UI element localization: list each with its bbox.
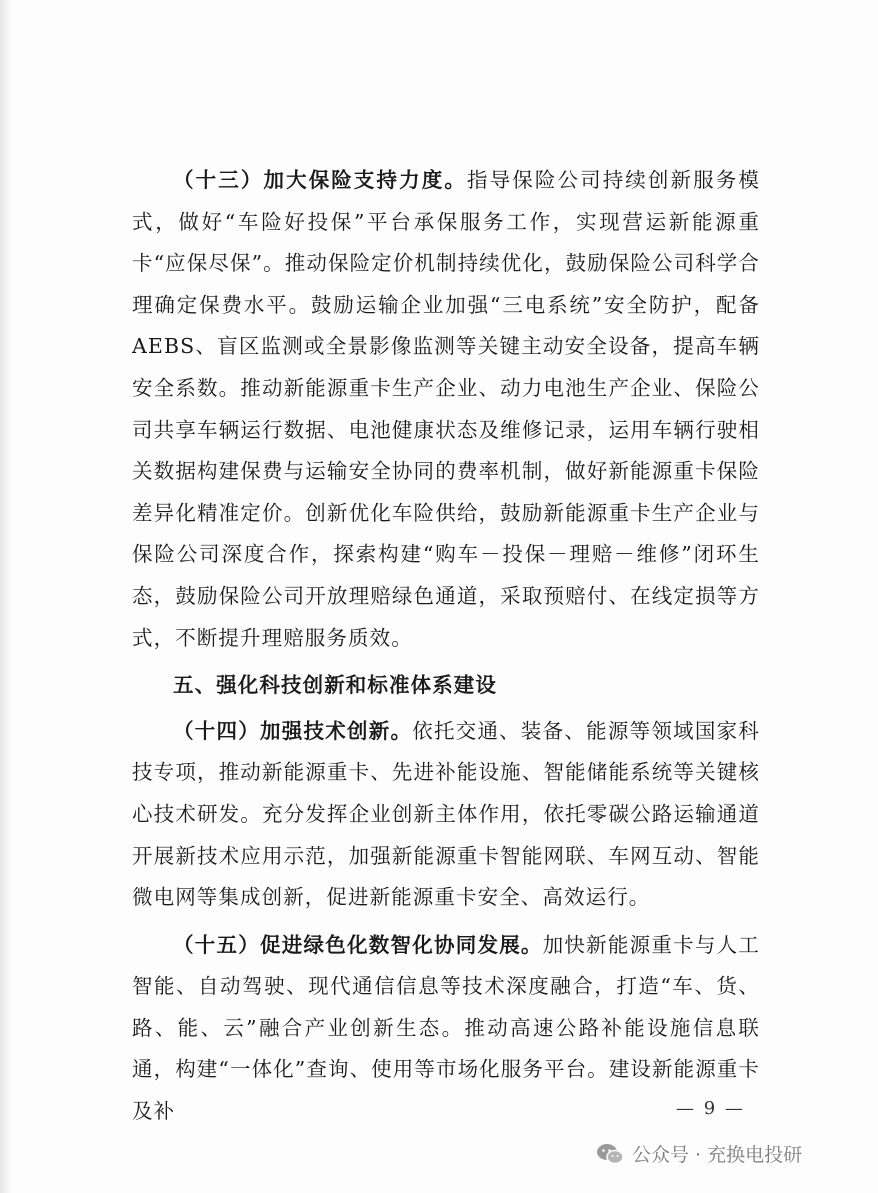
- paragraph-14: [132, 711, 760, 919]
- paragraph-text: 加快新能源重卡与人工智能、自动驾驶、现代通信信息等技术深度融合，打造“车、货、路、能、云”融合产业创新生态。推动高速公路补能设施信息联通，构建“一体化”查询、使用等市场化服务平台。建设新能源重卡及补: [132, 932, 761, 1124]
- source-watermark: [596, 1140, 802, 1167]
- section-heading: 五、强化科技创新和标准体系建设: [173, 673, 497, 698]
- paragraph-15: [132, 925, 760, 1133]
- document-body: [132, 160, 760, 1139]
- paragraph-text: 依托交通、装备、能源等领域国家科技专项，推动新能源重卡、先进补能设施、智能储能系统等关键核心技术研发。充分发挥企业创新主体作用，依托零碳公路运输通道开展新技术应用示范，加强新能源重卡智能网联、车网互动、智能微电网等集成创新，促进新能源重卡安全、高效运行。: [132, 718, 760, 910]
- paragraph-text: 指导保险公司持续创新服务模式，做好“车险好投保”平台承保服务工作，实现营运新能源重卡“应保尽保”。推动保险定价机制持续优化，鼓励保险公司科学合理确定保费水平。鼓励运输企业加强“三电系统”安全防护，配备AEBS、盲区监测或全景影像监测等关键主动安全设备，提高车辆安全系数。推动新能源重卡生产企业、动力电池生产企业、保险公司共享车辆运行数据、电池健康状态及维修记录，运用车辆行驶相关数据构建保费与运输安全协同的费率机制，做好新能源重卡保险差异化精准定价。创新优化车险供给，鼓励新能源重卡生产企业与保险公司深度合作，探索构建“购车－投保－理赔－维修”闭环生态，鼓励保险公司开放理赔绿色通道，采取预赔付、在线定损等方式，不断提升理赔服务质效。: [132, 168, 760, 650]
- page-number: — 9 —: [676, 1098, 745, 1119]
- paragraph-lead: （十五）促进绿色化数智化协同发展。: [173, 932, 543, 957]
- paragraph-13: [132, 160, 760, 659]
- scan-shadow-edge: [0, 0, 12, 1193]
- wechat-icon: [596, 1142, 624, 1166]
- paragraph-lead: （十四）加强技术创新。: [173, 718, 413, 743]
- watermark-text: 公众号 · 充换电投研: [632, 1144, 803, 1166]
- paragraph-lead: （十三）加大保险支持力度。: [173, 168, 467, 192]
